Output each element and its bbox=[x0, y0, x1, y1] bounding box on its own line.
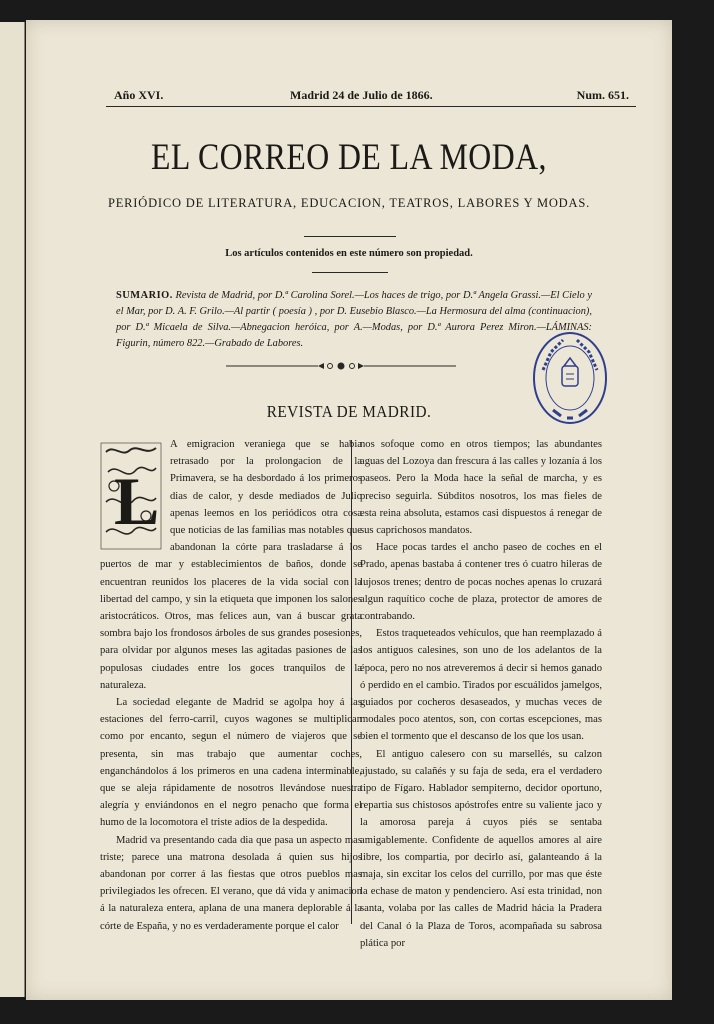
summary-block bbox=[116, 288, 592, 352]
article-paragraph: Hace pocas tardes el ancho paseo de coches en el Prado, apenas bastaba á contener tres ó cuatro hileras de lujosos trenes; dentro de pocas noches apenas lo cruzará algun raquítico coche de plaza, protector de amores de contrabando. bbox=[360, 542, 602, 623]
short-rule-top bbox=[304, 236, 396, 237]
summary-label: SUMARIO. bbox=[116, 290, 173, 301]
article-paragraph: A emigracion veraniega que se habia retrasado por la prolongacion de la Primavera, se ha desbordado á los primeros dias de calor, y desde mediados de Julio apenas leemos en los periódicos otra cosa que noticias de las familias mas notables que abandonan la córte para trasladarse á los puertos de mar y establecimientos de baños, donde se encuentran reunidos los placeres de la vida social con la libertad del campo, y sin la etiqueta que imponen los salones aristocráticos. Otros, mas felices aun, van á buscar grata sombra bajo los frondosos árboles de sus grandes posesiones, para olvidar por algunos meses las agitadas pasiones de las populosas ciudades entre los goces tranquilos de la naturaleza. bbox=[100, 439, 362, 691]
article-column-right bbox=[360, 436, 602, 949]
issue-year: Año XVI. bbox=[114, 88, 164, 102]
short-rule-bottom bbox=[312, 272, 388, 273]
ornament-divider-icon bbox=[226, 360, 456, 372]
newspaper-subtitle: PERIÓDICO DE LITERATURA, EDUCACION, TEATROS, LABORES Y MODAS. bbox=[107, 196, 591, 210]
ornate-drop-cap-icon bbox=[100, 442, 162, 550]
issue-date: Madrid 24 de Julio de 1866. bbox=[290, 88, 433, 102]
section-title: REVISTA DE MADRID. bbox=[266, 402, 432, 421]
newspaper-title: EL CORREO DE LA MODA, bbox=[151, 137, 547, 178]
article-paragraph: La sociedad elegante de Madrid se agolpa hoy á las estaciones del ferro-carril, cuyos wagones se multiplican como por encanto, segun el número de viajeros que se presenta, sin mas trabajo que aumentar coches, enganchándolos á los primeros en una cadena interminable, que se aleja rápidamente de nosotros llevándose nuestra alegría y enviándonos en el negro penacho que forma el humo de la locomotora el triste adios de la despedida. bbox=[100, 697, 362, 829]
newspaper-page bbox=[26, 20, 672, 1000]
article-paragraph: nos sofoque como en otros tiempos; las abundantes aguas del Lozoya dan frescura á las calles y lozanía á los paseos. Pero la Moda hace la señal de marcha, y es preciso seguirla. Súbditos nosotros, los mas fieles de esta reina absoluta, estamos casi dispuestos á renegar de sus caprichosos mandatos. bbox=[360, 439, 602, 537]
summary-text: Revista de Madrid, por D.ª Carolina Sorel.—Los haces de trigo, por D.ª Angela Grassi.—El Cielo y el Mar, por D. A. F. Grilo.—Al partir ( poesía ) , por D. Eusebio Blasco.—La Hermosura del alma (continuacion), por D.ª Micaela de Silva.—Abnegacion heróica, por A.—Modas, por D.ª Aurora Perez Miron.—LÁMINAS: Figurin, número 822.—Grabado de Labores. bbox=[116, 290, 592, 349]
drop-cap-letter: L bbox=[114, 463, 160, 539]
previous-page-edge bbox=[0, 22, 25, 997]
article-paragraph: Estos traqueteados vehículos, que han reemplazado á los antiguos calesines, son uno de los adelantos de la época, pero no nos atreveremos á decir si hemos ganado ó perdido en el cambio. Tirados por escuálidos jamelgos, guiados por cocheros desaseados, y muchas veces de modales poco atentos, son, con cortas escepciones, mas bien el tormento que el descanso de los que los usan. bbox=[360, 628, 602, 743]
issue-number: Num. 651. bbox=[576, 88, 629, 102]
property-notice: Los artículos contenidos en este número son propiedad. bbox=[225, 248, 473, 259]
header-rule bbox=[106, 106, 636, 107]
article-paragraph: El antiguo calesero con su marsellés, su calzon ajustado, su calañés y su faja de seda, era el verdadero tipo de Fígaro. Hablador sempiterno, decidor oportuno, repartia sus chistosos apóstrofes entre su valiente jaco y la amorosa pareja á cuyos piés se sentaba amigablemente. Confidente de aquellos amores al aire libre, los compartia, por decirlo así, galanteando á la maja, sin excitar los celos del currillo, por mas que éste la echase de maton y pendenciero. Así esta trinidad, non santa, volaba por las calles de Madrid hácia la Pradera del Canal ó la Plaza de Toros, acompañada su sabrosa plática por bbox=[360, 748, 602, 949]
article-paragraph: Madrid va presentando cada dia que pasa un aspecto mas triste; parece una matrona desolada á quien sus hijos abandonan por correr á las fiestas que otros pueblos mas privilegiados les ofrecen. El verano, que dá vida y animacion á la naturaleza entera, aplana de una manera deplorable á la córte de España, y no es verdaderamente porque el calor bbox=[100, 834, 362, 932]
article-column-left bbox=[100, 436, 362, 932]
